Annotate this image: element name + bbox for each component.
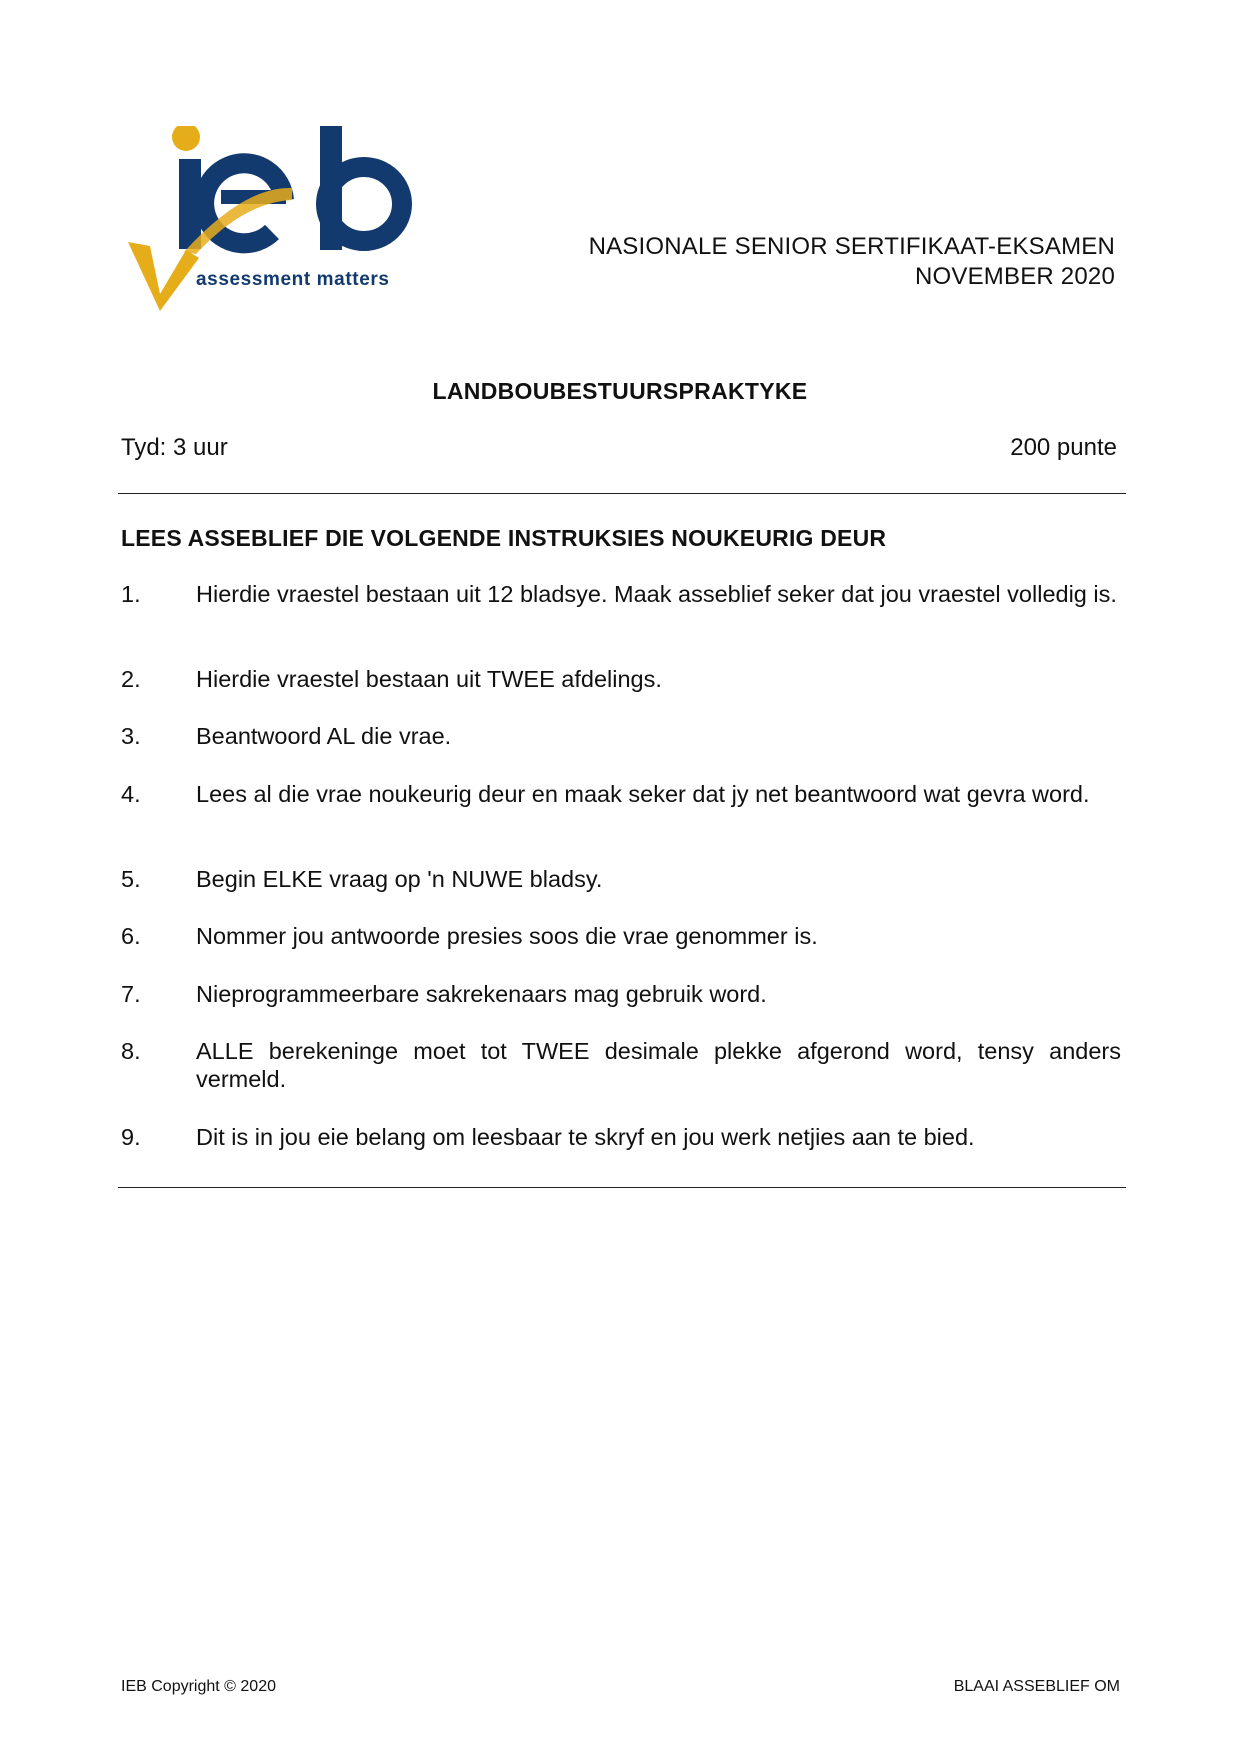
instruction-text: Lees al die vrae noukeurig deur en maak seker dat jy net beantwoord wat gevra word. <box>196 781 1090 807</box>
instruction-number: 2. <box>121 666 141 692</box>
instruction-number: 6. <box>121 923 141 949</box>
instruction-number: 7. <box>121 981 141 1007</box>
footer-copyright: IEB Copyright © 2020 <box>121 1678 276 1695</box>
instruction-text: Hierdie vraestel bestaan uit 12 bladsye. Maak asseblief seker dat jou vraestel volledig is. <box>196 581 1117 607</box>
instruction-text: ALLE berekeninge moet tot TWEE desimale plekke afgerond word, tensy anders vermeld. <box>196 1038 1121 1092</box>
footer-turn-over: BLAAI ASSEBLIEF OM <box>953 1678 1120 1695</box>
total-marks: 200 punte <box>1010 434 1117 461</box>
ieb-logo <box>124 126 474 356</box>
instruction-text: Beantwoord AL die vrae. <box>196 723 452 749</box>
ieb-logo-graphic <box>124 126 474 356</box>
instruction-number: 4. <box>121 781 141 807</box>
instruction-number: 1. <box>121 581 141 607</box>
logo-dot <box>172 126 200 151</box>
instruction-text: Dit is in jou eie belang om leesbaar te skryf en jou werk netjies aan te bied. <box>196 1124 975 1150</box>
exam-duration: Tyd: 3 uur <box>121 434 228 461</box>
exam-title-line2: NOVEMBER 2020 <box>914 263 1115 290</box>
instruction-text: Begin ELKE vraag op 'n NUWE bladsy. <box>196 866 603 892</box>
instruction-text: Hierdie vraestel bestaan uit TWEE afdelings. <box>196 666 662 692</box>
divider-bottom <box>118 1187 1126 1188</box>
subject-title: LANDBOUBESTUURSPRAKTYKE <box>432 378 808 404</box>
exam-title-line1: NASIONALE SENIOR SERTIFIKAAT-EKSAMEN <box>588 233 1115 260</box>
instruction-number: 9. <box>121 1124 141 1150</box>
logo-tagline: assessment matters <box>196 269 390 290</box>
instruction-number: 3. <box>121 723 141 749</box>
instruction-number: 8. <box>121 1038 141 1064</box>
instruction-text: Nieprogrammeerbare sakrekenaars mag gebruik word. <box>196 981 767 1007</box>
exam-title <box>589 232 1115 292</box>
instruction-number: 5. <box>121 866 141 892</box>
instruction-text: Nommer jou antwoorde presies soos die vrae genommer is. <box>196 923 818 949</box>
divider-top <box>118 493 1126 494</box>
instructions-heading: LEES ASSEBLIEF DIE VOLGENDE INSTRUKSIES NOUKEURIG DEUR <box>121 525 887 551</box>
logo-letter-b <box>320 126 402 250</box>
